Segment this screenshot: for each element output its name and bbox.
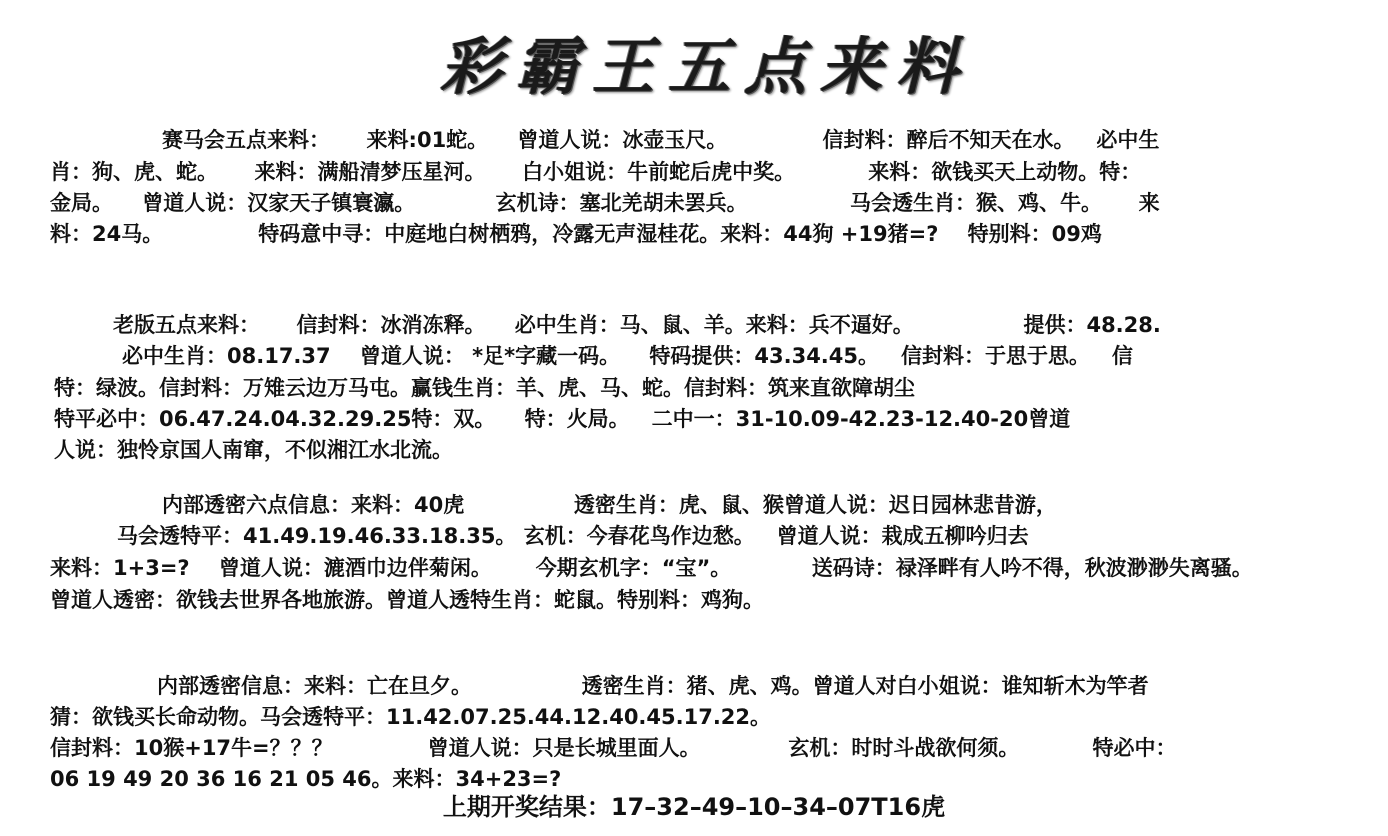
text-line: 料：24马。 特码意中寻：中庭地白树栖鸦，冷露无声湿桂花。来料：44狗 +19猪=? 特别料：09鸡 — [50, 222, 1102, 246]
text-line: 特：绿波。信封料：万雉云边万马屯。赢钱生肖：羊、虎、马、蛇。信封料：筑来直欲障胡尘 — [54, 376, 915, 400]
text-line: 赛马会五点来料： 来料:01蛇。 曾道人说：冰壶玉尺。 信封料：醉后不知天在水。 必中生 — [162, 128, 1160, 152]
text-line: 金局。 曾道人说：汉家天子镇寰瀛。 玄机诗：塞北羌胡未罢兵。 马会透生肖：猴、鸡、牛。 来 — [50, 191, 1160, 215]
text-line: 来料：1+3=? 曾道人说：漉酒巾边伴菊闲。 今期玄机字：“宝”。 送码诗：禄泽畔有人吟不得，秋波渺渺失离骚。 — [50, 556, 1253, 580]
text-line: 06 19 49 20 36 16 21 05 46。来料：34+23=? — [50, 767, 562, 791]
text-line: 猜：欲钱买长命动物。马会透特平：11.42.07.25.44.12.40.45.17.22。 — [50, 705, 772, 729]
text-line: 老版五点来料： 信封料：冰消冻释。 必中生肖：马、鼠、羊。来料：兵不逼好。 提供：48.28. — [113, 313, 1161, 337]
text-line: 肖：狗、虎、蛇。 来料：满船清梦压星河。 白小姐说：牛前蛇后虎中奖。 来料：欲钱买天上动物。特： — [50, 160, 1142, 184]
last-draw-result: 上期开奖结果：17–32–49–10–34–07T16虎 — [442, 793, 946, 821]
text-line: 马会透特平：41.49.19.46.33.18.35。 玄机：今春花鸟作边愁。 曾道人说：栽成五柳吟归去 — [117, 524, 1029, 548]
text-line: 人说：独怜京国人南窜，不似湘江水北流。 — [54, 438, 453, 462]
text-line: 内部透密六点信息：来料：40虎 透密生肖：虎、鼠、猴曾道人说：迟日园林悲昔游， — [162, 493, 1057, 517]
text-line: 必中生肖：08.17.37 曾道人说： *足*字藏一码。 特码提供：43.34.45。 信封料：于思于思。 信 — [122, 344, 1133, 368]
page-title: 彩霸王五点来料 — [440, 30, 973, 103]
text-line: 曾道人透密：欲钱去世界各地旅游。曾道人透特生肖：蛇鼠。特别料：鸡狗。 — [50, 588, 764, 612]
text-line: 内部透密信息：来料：亡在旦夕。 透密生肖：猪、虎、鸡。曾道人对白小姐说：谁知斩木为竿者 — [157, 674, 1149, 698]
text-line: 特平必中：06.47.24.04.32.29.25特：双。 特：火局。 二中一：31-10.09-42.23-12.40-20曾道 — [54, 407, 1071, 431]
text-line: 信封料：10猴+17牛=？？？ 曾道人说：只是长城里面人。 玄机：时时斗战欲何须。 特必中： — [50, 736, 1177, 760]
